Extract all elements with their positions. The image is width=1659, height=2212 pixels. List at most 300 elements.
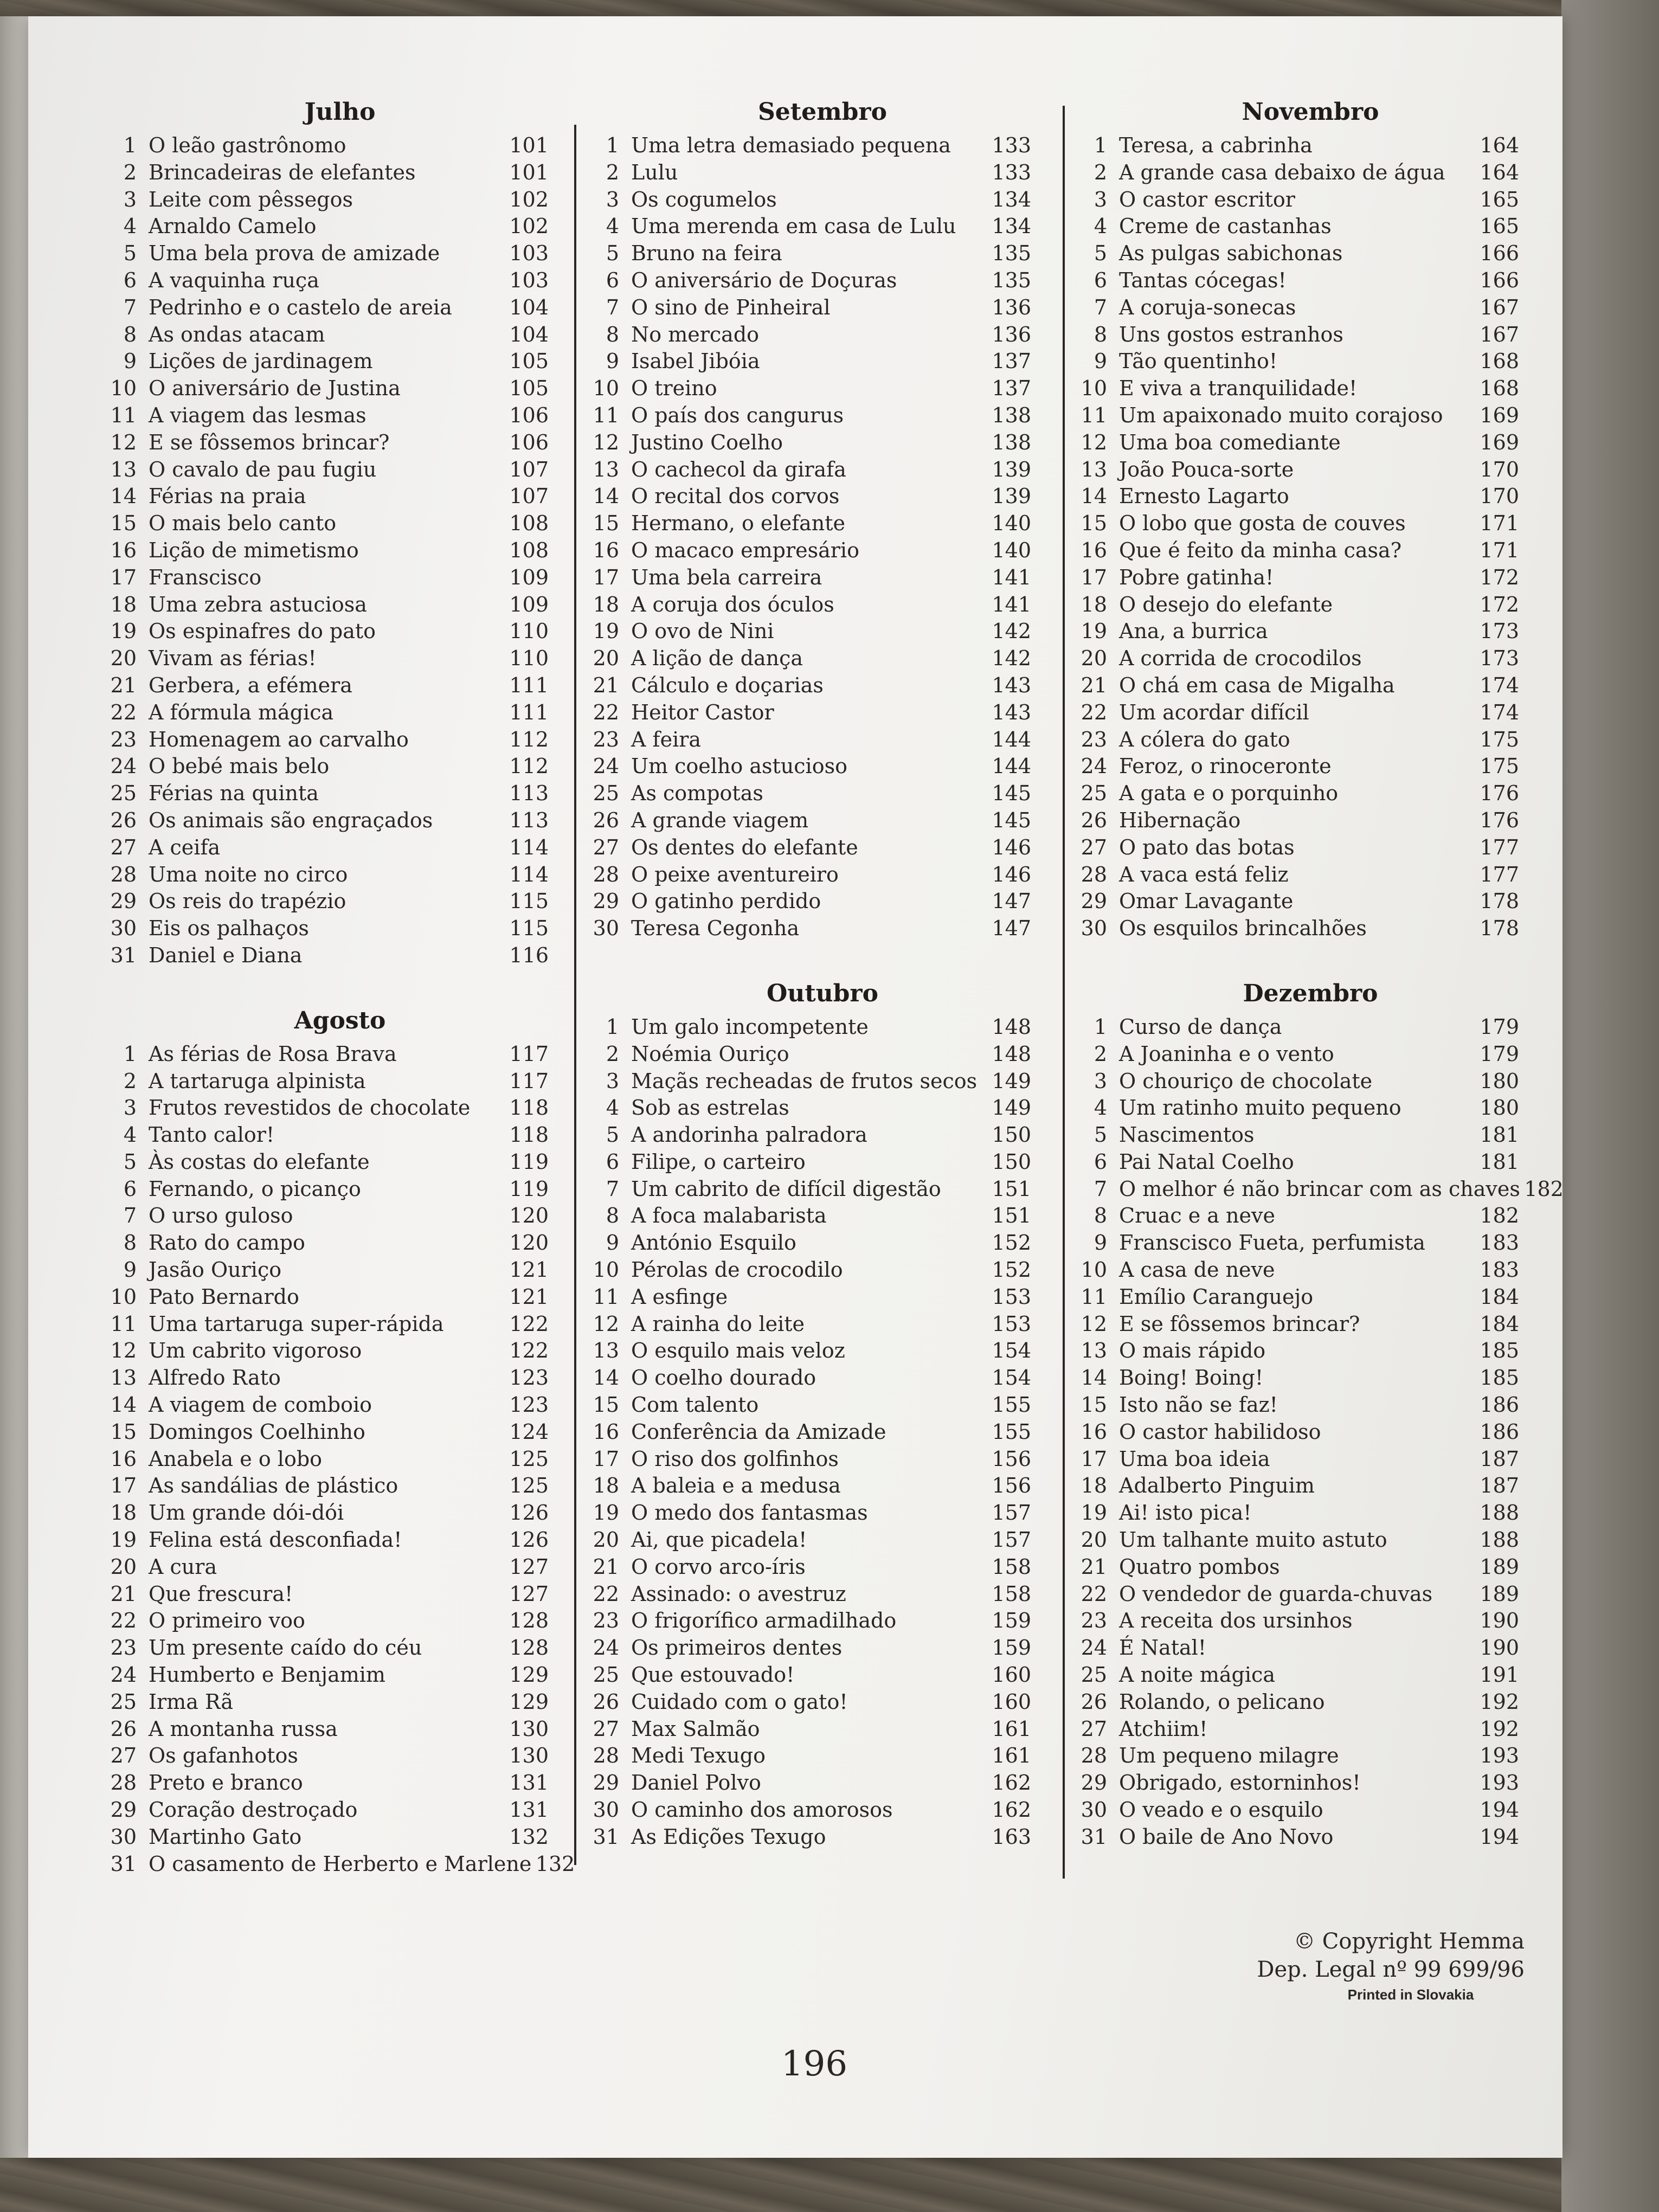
story-day-number: 14 [110,1393,137,1417]
story-entry [1069,1824,1519,1851]
story-title: Os cogumelos [631,187,777,211]
story-entry [1069,1095,1519,1122]
story-day-number: 29 [1081,1771,1107,1795]
story-day-number: 24 [593,1636,619,1660]
story-page-number: 130 [509,1744,549,1768]
story-day-number: 21 [110,1581,137,1606]
book-page [28,16,1562,2158]
story-title: O melhor é não brincar com as chaves [1119,1176,1520,1201]
story-entry [99,1176,549,1203]
story-day-number: 29 [1081,889,1107,914]
story-day-number: 20 [593,1528,619,1552]
story-entry [99,510,549,537]
story-title: O pato das botas [1119,835,1295,859]
story-page-number: 178 [1480,916,1519,941]
story-title: O castor escritor [1119,187,1295,211]
story-title: Justino Coelho [631,430,783,454]
story-entry [1069,1149,1519,1176]
story-title: Max Salmão [631,1716,760,1741]
story-title: Frutos revestidos de chocolate [149,1096,471,1120]
story-entry [99,618,549,645]
story-title: Eis os palhaços [149,916,309,941]
story-title: Quatro pombos [1119,1554,1280,1579]
story-day-number: 15 [110,511,137,536]
story-entry [1069,915,1519,942]
story-page-number: 154 [992,1339,1031,1363]
story-page-number: 132 [509,1824,549,1849]
story-entry [1069,1662,1519,1689]
story-title: Curso de dança [1119,1014,1282,1039]
story-day-number: 27 [1081,1716,1107,1741]
story-entry [581,1446,1031,1473]
story-page-number: 177 [1480,835,1519,859]
story-entry [581,1095,1031,1122]
story-day-number: 4 [123,214,137,239]
story-page-number: 166 [1480,241,1519,266]
story-day-number: 22 [1081,700,1107,724]
story-title: O chouriço de chocolate [1119,1069,1373,1093]
story-day-number: 16 [110,538,137,562]
story-title: O primeiro voo [149,1609,305,1633]
story-title: Uma bela carreira [631,565,822,589]
story-day-number: 17 [110,565,137,589]
story-page-number: 173 [1480,646,1519,671]
story-page-number: 105 [509,376,549,401]
story-title: Omar Lavagante [1119,889,1294,914]
story-entry [1069,429,1519,456]
story-page-number: 145 [992,781,1031,806]
story-title: Os dentes do elefante [631,835,858,859]
story-page-number: 158 [992,1554,1031,1579]
story-title: Emílio Caranguejo [1119,1284,1314,1309]
story-day-number: 28 [110,862,137,886]
story-page-number: 146 [992,862,1031,886]
story-entry [581,1230,1031,1257]
story-page-number: 186 [1480,1419,1519,1444]
story-entry [1069,1068,1519,1095]
story-day-number: 15 [1081,511,1107,536]
story-day-number: 11 [593,1284,619,1309]
story-title: Os gafanhotos [149,1744,298,1768]
story-page-number: 151 [992,1204,1031,1228]
story-entry [99,1527,549,1554]
story-entry [581,510,1031,537]
story-title: Vivam as férias! [149,646,317,671]
story-day-number: 9 [606,1231,619,1255]
story-day-number: 20 [593,646,619,671]
story-title: Uma boa comediante [1119,430,1341,454]
story-entry [99,267,549,294]
story-page-number: 174 [1480,700,1519,724]
story-entry [1069,1500,1519,1527]
story-day-number: 5 [606,1123,619,1147]
story-day-number: 19 [110,619,137,644]
story-entry [581,1554,1031,1581]
story-title: Os esquilos brincalhões [1119,916,1367,941]
story-entry [581,1662,1031,1689]
story-day-number: 16 [1081,538,1107,562]
story-entry [581,1500,1031,1527]
story-title: O leão gastrônomo [149,133,346,157]
story-page-number: 165 [1480,187,1519,211]
story-title: Creme de castanhas [1119,214,1332,239]
story-page-number: 122 [509,1311,549,1336]
story-page-number: 134 [992,214,1031,239]
story-title: A foca malabarista [631,1204,827,1228]
story-page-number: 144 [992,754,1031,779]
story-page-number: 168 [1480,376,1519,401]
story-page-number: 110 [509,646,549,671]
story-title: Uma zebra astuciosa [149,592,367,616]
story-title: Uma tartaruga super-rápida [149,1311,444,1336]
story-title: Hibernação [1119,808,1241,832]
story-title: O caminho dos amorosos [631,1798,893,1822]
story-entry [581,1203,1031,1230]
story-page-number: 190 [1480,1609,1519,1633]
story-page-number: 176 [1480,781,1519,806]
story-page-number: 117 [509,1041,549,1066]
story-page-number: 159 [992,1609,1031,1633]
story-entry [581,1068,1031,1095]
story-title: A viagem de comboio [149,1393,372,1417]
story-page-number: 160 [992,1689,1031,1714]
column-divider-left [574,125,576,1865]
story-entry [1069,1257,1519,1284]
story-day-number: 1 [123,1041,137,1066]
story-day-number: 29 [593,889,619,914]
story-page-number: 116 [509,943,549,967]
story-entry [1069,618,1519,645]
story-title: A vaquinha ruça [149,268,319,292]
story-entry [99,1095,549,1122]
story-day-number: 6 [123,268,137,292]
story-page-number: 115 [509,889,549,914]
story-page-number: 177 [1480,862,1519,886]
month-heading: Outubro [767,979,878,1007]
story-title: Com talento [631,1393,759,1417]
story-title: Obrigado, estorninhos! [1119,1771,1361,1795]
story-entry [99,402,549,429]
story-day-number: 25 [593,781,619,806]
story-day-number: 7 [123,1204,137,1228]
story-entry [99,645,549,672]
story-title: O desejo do elefante [1119,592,1333,616]
story-page-number: 183 [1480,1231,1519,1255]
story-entry [581,591,1031,619]
story-title: Jasão Ouriço [149,1258,282,1282]
month-heading: Julho [304,98,376,126]
story-page-number: 141 [992,565,1031,589]
story-entry [1069,645,1519,672]
story-page-number: 126 [509,1501,549,1525]
story-page-number: 191 [1480,1663,1519,1687]
story-page-number: 112 [509,754,549,779]
story-page-number: 109 [509,565,549,589]
story-day-number: 19 [593,1501,619,1525]
story-entry [99,942,549,969]
story-title: Ai! isto pica! [1119,1501,1252,1525]
story-entry [1069,1472,1519,1500]
story-day-number: 2 [123,1069,137,1093]
story-entry [99,1662,549,1689]
story-entry [1069,348,1519,375]
story-entry [581,483,1031,510]
story-title: A vaca está feliz [1119,862,1289,886]
story-page-number: 139 [992,484,1031,509]
story-day-number: 22 [110,1609,137,1633]
story-entry [1069,456,1519,484]
story-title: E viva a tranquilidade! [1119,376,1358,401]
story-title: Medi Texugo [631,1744,766,1768]
story-entry [581,429,1031,456]
story-entry [581,402,1031,429]
story-entry [581,348,1031,375]
story-title: Um acordar difícil [1119,700,1309,724]
story-entry [1069,1581,1519,1608]
story-entry [1069,861,1519,889]
story-day-number: 13 [593,457,619,481]
story-entry [581,834,1031,861]
story-title: Uns gostos estranhos [1119,322,1343,346]
story-entry [99,1068,549,1095]
story-entry [99,483,549,510]
story-entry [1069,240,1519,267]
story-page-number: 186 [1480,1393,1519,1417]
story-title: Tanto calor! [149,1123,275,1147]
story-title: Atchiim! [1119,1716,1208,1741]
story-title: As Edições Texugo [631,1824,826,1849]
story-title: O cavalo de pau fugiu [149,457,377,481]
story-title: A tartaruga alpinista [149,1069,366,1093]
story-title: Cálculo e doçarias [631,673,824,697]
story-entry [581,132,1031,159]
story-page-number: 118 [509,1123,549,1147]
story-day-number: 9 [123,349,137,374]
story-page-number: 157 [992,1501,1031,1525]
story-title: Humberto e Benjamim [149,1663,385,1687]
story-entry [581,1472,1031,1500]
story-page-number: 123 [509,1366,549,1390]
story-title: Cruac e a neve [1119,1204,1275,1228]
story-day-number: 14 [593,484,619,509]
story-title: Um cabrito vigoroso [149,1339,362,1363]
story-day-number: 11 [110,1311,137,1336]
story-entry [581,537,1031,564]
story-title: A fórmula mágica [149,700,334,724]
story-page-number: 154 [992,1366,1031,1390]
story-page-number: 166 [1480,268,1519,292]
story-day-number: 3 [123,1096,137,1120]
story-title: O medo dos fantasmas [631,1501,868,1525]
story-title: Tão quentinho! [1119,349,1278,374]
story-page-number: 115 [509,916,549,941]
story-title: Os espinafres do pato [149,619,376,644]
story-day-number: 15 [593,1393,619,1417]
story-title: O frigorífico armadilhado [631,1609,897,1633]
story-page-number: 102 [509,214,549,239]
story-page-number: 140 [992,511,1031,536]
story-day-number: 5 [1094,1123,1107,1147]
story-entry [99,1472,549,1500]
story-entry [99,240,549,267]
story-day-number: 28 [593,862,619,886]
story-day-number: 1 [123,133,137,157]
story-entry [1069,1230,1519,1257]
story-day-number: 17 [1081,565,1107,589]
story-day-number: 31 [593,1824,619,1849]
story-entry [99,780,549,807]
story-entry [581,780,1031,807]
story-title: António Esquilo [631,1231,796,1255]
story-title: Isabel Jibóia [631,349,760,374]
story-entry [581,726,1031,754]
story-entry [1069,1554,1519,1581]
story-entry [581,1824,1031,1851]
story-title: A rainha do leite [631,1311,805,1336]
story-day-number: 9 [606,349,619,374]
story-day-number: 4 [1094,1096,1107,1120]
story-title: A baleia e a medusa [631,1474,841,1498]
story-page-number: 161 [992,1744,1031,1768]
story-day-number: 22 [1081,1581,1107,1606]
story-day-number: 18 [1081,592,1107,616]
story-entry [1069,1203,1519,1230]
story-page-number: 109 [509,592,549,616]
story-entry [581,1392,1031,1419]
story-title: O bebé mais belo [149,754,330,779]
story-entry [1069,1392,1519,1419]
story-page-number: 187 [1480,1446,1519,1471]
story-title: Boing! Boing! [1119,1366,1264,1390]
story-entry [99,915,549,942]
story-day-number: 26 [593,808,619,832]
story-title: Hermano, o elefante [631,511,846,536]
story-title: Os animais são engraçados [149,808,433,832]
story-title: Um cabrito de difícil digestão [631,1176,941,1201]
story-entry [581,1797,1031,1824]
story-page-number: 120 [509,1204,549,1228]
story-entry [1069,1041,1519,1068]
story-day-number: 30 [1081,916,1107,941]
story-day-number: 5 [123,1149,137,1174]
story-entry [581,672,1031,699]
story-day-number: 6 [606,268,619,292]
story-day-number: 28 [1081,862,1107,886]
story-page-number: 137 [992,349,1031,374]
story-title: Felina está desconfiada! [149,1528,402,1552]
story-day-number: 27 [593,835,619,859]
story-page-number: 162 [992,1771,1031,1795]
story-day-number: 12 [110,1339,137,1363]
story-page-number: 165 [1480,214,1519,239]
story-title: O esquilo mais veloz [631,1339,845,1363]
story-day-number: 25 [1081,1663,1107,1687]
story-page-number: 162 [992,1798,1031,1822]
story-entry [1069,1716,1519,1743]
story-title: O macaco empresário [631,538,859,562]
story-title: A grande casa debaixo de água [1119,160,1445,184]
month-heading: Dezembro [1243,979,1378,1007]
story-page-number: 129 [509,1689,549,1714]
story-entry [1069,1742,1519,1770]
story-list [1069,132,1519,942]
story-title: Feroz, o rinoceronte [1119,754,1332,779]
story-entry [99,1311,549,1338]
story-page-number: 107 [509,457,549,481]
story-page-number: 180 [1480,1096,1519,1120]
story-page-number: 121 [509,1258,549,1282]
story-day-number: 10 [1081,376,1107,401]
story-title: E se fôssemos brincar? [1119,1311,1360,1336]
story-page-number: 185 [1480,1339,1519,1363]
story-title: Assinado: o avestruz [631,1581,846,1606]
story-title: Um talhante muito astuto [1119,1528,1387,1552]
story-title: O casamento de Herberto e Marlene [149,1851,532,1876]
story-title: As férias de Rosa Brava [149,1041,397,1066]
story-entry [99,834,549,861]
story-title: Daniel Polvo [631,1771,761,1795]
story-title: As pulgas sabichonas [1119,241,1343,266]
story-title: Pedrinho e o castelo de areia [149,295,452,319]
story-page-number: 138 [992,430,1031,454]
story-entry [99,429,549,456]
story-title: Às costas do elefante [149,1149,370,1174]
story-day-number: 31 [1081,1824,1107,1849]
story-day-number: 14 [593,1366,619,1390]
story-entry [581,240,1031,267]
story-entry [99,1554,549,1581]
story-page-number: 102 [509,187,549,211]
story-entry [99,1041,549,1068]
story-title: O treino [631,376,717,401]
story-entry [99,591,549,619]
story-page-number: 170 [1480,457,1519,481]
story-list [581,1014,1031,1851]
story-page-number: 171 [1480,538,1519,562]
story-day-number: 4 [606,214,619,239]
story-title: O cachecol da girafa [631,457,846,481]
story-day-number: 20 [110,646,137,671]
story-entry [581,1284,1031,1311]
month-spacer [1069,942,1519,974]
story-entry [581,321,1031,349]
story-day-number: 22 [110,700,137,724]
story-page-number: 146 [992,835,1031,859]
story-title: A cura [149,1554,217,1579]
story-title: Conferência da Amizade [631,1419,886,1444]
story-page-number: 101 [509,133,549,157]
story-page-number: 134 [992,187,1031,211]
story-title: A coruja-sonecas [1119,295,1296,319]
story-day-number: 10 [593,376,619,401]
story-entry [581,1581,1031,1608]
story-title: Que estouvado! [631,1663,795,1687]
story-day-number: 23 [110,727,137,751]
story-day-number: 4 [606,1096,619,1120]
story-title: O país dos cangurus [631,403,844,427]
story-entry [1069,888,1519,915]
story-day-number: 27 [593,1716,619,1741]
story-page-number: 178 [1480,889,1519,914]
story-entry [1069,699,1519,726]
story-entry [1069,564,1519,591]
story-title: A coruja dos óculos [631,592,834,616]
story-day-number: 9 [1094,1231,1107,1255]
story-entry [1069,1014,1519,1041]
story-day-number: 3 [1094,187,1107,211]
story-page-number: 137 [992,376,1031,401]
story-page-number: 157 [992,1528,1031,1552]
